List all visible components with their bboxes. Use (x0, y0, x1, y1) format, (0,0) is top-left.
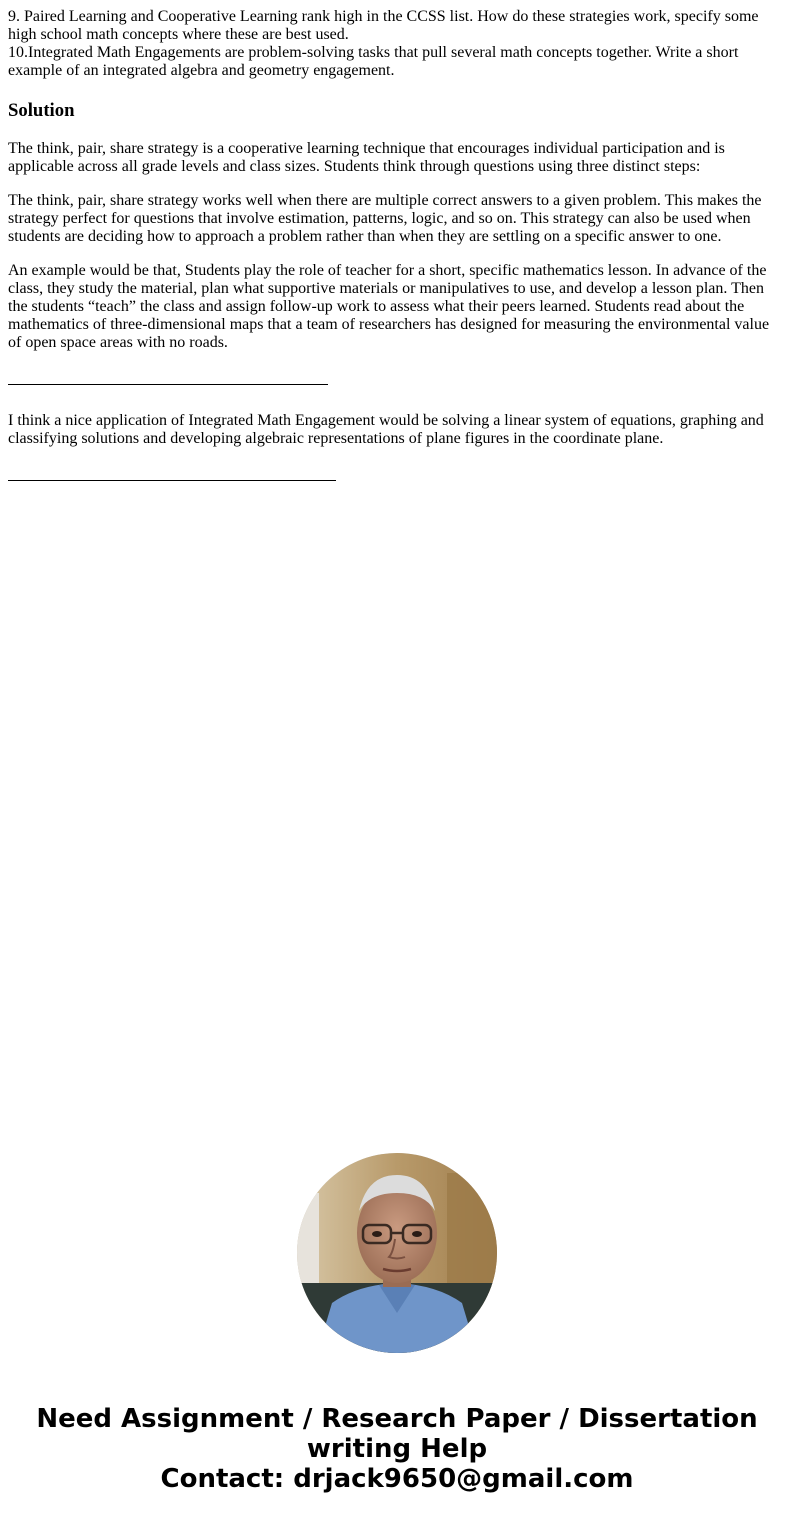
solution-paragraph-1: The think, pair, share strategy is a cooperative learning technique that encourages individual participation and is applicable across all grade levels and class sizes. Students think through questions using three distinct steps: (8, 140, 725, 175)
promo-line-2: writing Help (306, 1434, 488, 1464)
question-9: 9. Paired Learning and Cooperative Learning rank high in the CCSS list. How do these strategies work, specify some high school math concepts where these are best used. (8, 8, 759, 43)
promo-contact: Contact: drjack9650@gmail.com (160, 1464, 634, 1494)
question-10: 10.Integrated Math Engagements are problem-solving tasks that pull several math concepts together. Write a short example of an integrated algebra and geometry engagement. (8, 44, 739, 79)
author-photo-illustration (297, 1153, 497, 1353)
solution-paragraph-3: An example would be that, Students play the role of teacher for a short, specific mathematics lesson. In advance of the class, they study the material, plan what supportive materials or manipulatives to use, and develop a lesson plan. Then the students “teach” the class and assign follow-up work to assess what their peers learned. Students read about the mathematics of three-dimensional maps that a team of researchers has designed for measuring the environmental value of open space areas with no roads. (8, 262, 770, 351)
divider-1 (8, 384, 328, 385)
promo-banner (0, 1404, 794, 1494)
answer-10-paragraph: I think a nice application of Integrated Math Engagement would be solving a linear system of equations, graphing and classifying solutions and developing algebraic representations of plane figures in the coordinate plane. (8, 412, 764, 447)
divider-2 (8, 480, 336, 481)
promo-line-1: Need Assignment / Research Paper / Dissertation (36, 1404, 758, 1434)
solution-paragraph-2: The think, pair, share strategy works well when there are multiple correct answers to a given problem. This makes the strategy perfect for questions that involve estimation, patterns, logic, and so on. This strategy can also be used when students are deciding how to approach a problem rather than when they are settling on a specific answer to one. (8, 192, 762, 245)
author-avatar (297, 1153, 497, 1353)
document-content (8, 8, 778, 481)
solution-heading: Solution (8, 100, 75, 121)
